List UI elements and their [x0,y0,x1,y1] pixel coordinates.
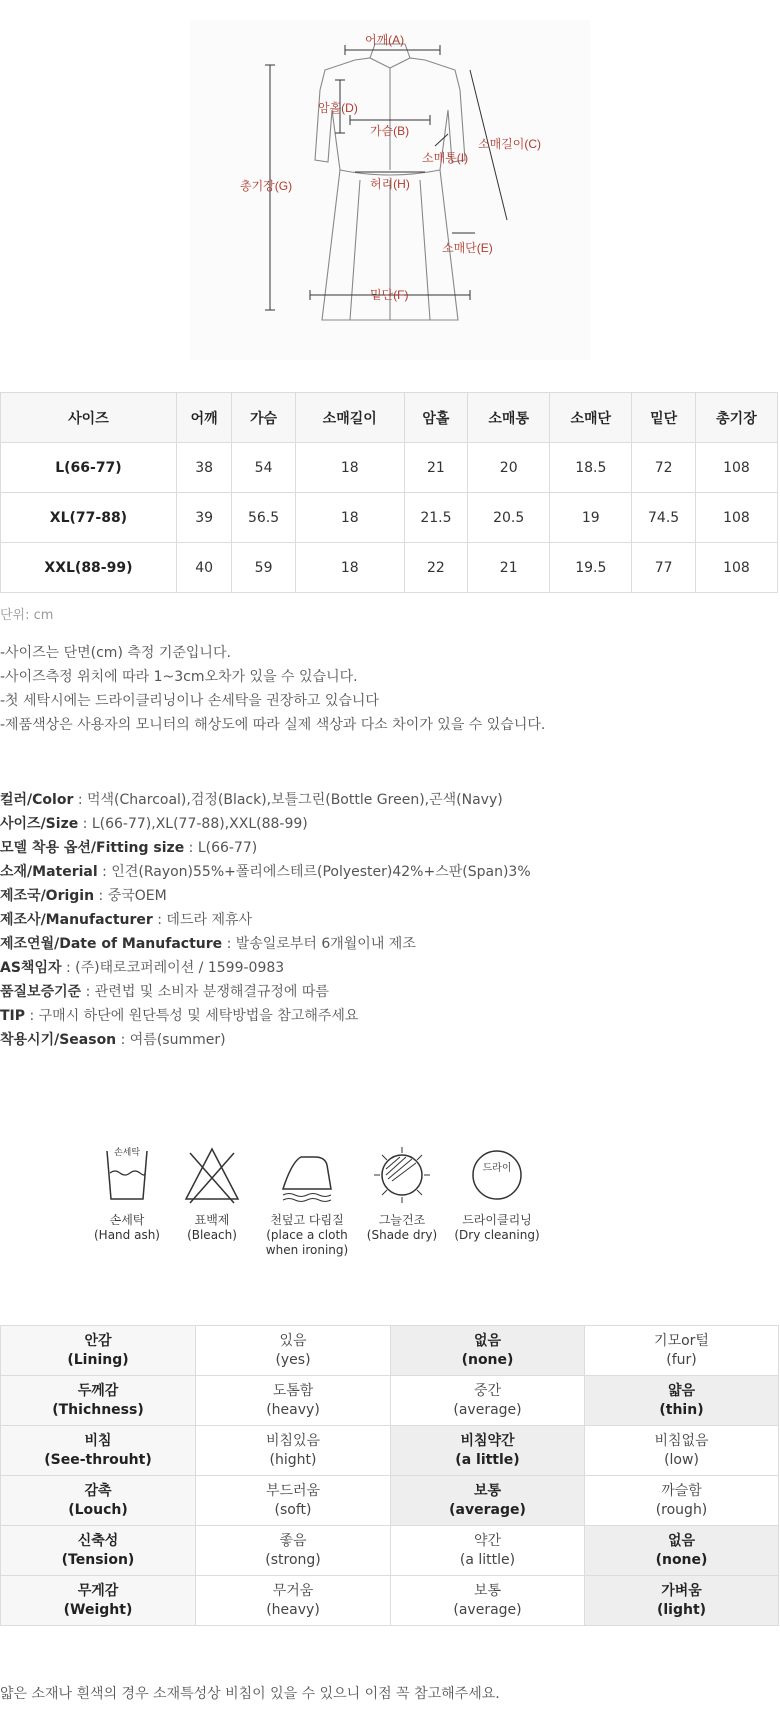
size-cell: 108 [695,543,777,593]
care-label: 드라이클리닝 [462,1213,532,1227]
spec-line [0,932,531,956]
size-cell: 18 [295,443,404,493]
spec-line [0,956,531,980]
fabric-attribute [1,1426,196,1476]
spec-value: : 관련법 및 소비자 분쟁해결규정에 따름 [81,984,329,1000]
spec-label: 컬러/Color [0,792,74,808]
fabric-row [1,1326,779,1376]
care-sub: when ironing) [265,1243,349,1257]
spec-line [0,860,531,884]
label-cuff: 소매단(E) [442,241,493,255]
size-cell: 20 [468,443,550,493]
size-cell: 74.5 [632,493,696,543]
size-cell: 39 [176,493,231,543]
size-table-row [1,443,778,493]
note-line: -제품색상은 사용자의 모니터의 해상도에 따라 실제 색상과 다소 차이가 있을 수 있습니다. [0,717,546,733]
size-row-label: L(66-77) [1,443,177,493]
fabric-option-selected [585,1376,779,1426]
fabric-attribute [1,1376,196,1426]
spec-value: : 데드라 제휴사 [152,912,253,928]
fabric-option [585,1326,779,1376]
size-cell: 59 [232,543,296,593]
size-cell: 18 [295,493,404,543]
fabric-option-ko: 가벼움 [661,1582,702,1599]
fabric-option-en: (yes) [275,1351,311,1368]
size-cell: 21 [404,443,468,493]
fabric-attr-ko: 비침 [84,1432,112,1449]
fabric-option-ko: 보통 [473,1482,502,1499]
fabric-option-en: (average) [453,1401,522,1418]
spec-label: TIP [0,1008,26,1024]
size-row-label: XXL(88-99) [1,543,177,593]
spec-label: 사이즈/Size [0,816,79,832]
size-table-header [1,393,778,443]
care-sub: (Hand ash) [94,1228,160,1242]
spec-label: 품질보증기준 [0,984,82,1000]
size-header-cell: 소매통 [468,393,550,443]
size-header-cell: 사이즈 [1,393,177,443]
spec-line [0,884,531,908]
spec-label: 소재/Material [0,864,98,880]
fabric-option [196,1526,391,1576]
fabric-option-en: (rough) [655,1501,708,1518]
fabric-option-ko: 까슬함 [661,1482,702,1499]
fabric-option [196,1576,391,1626]
spec-value: : 여름(summer) [116,1032,226,1048]
fabric-table [0,1325,779,1626]
spec-value: : L(66-77),XL(77-88),XXL(88-99) [78,816,308,832]
fabric-attr-en: (Tension) [61,1551,135,1568]
unit-note: 단위: cm [0,608,54,623]
label-chest: 가슴(B) [370,124,410,138]
fabric-option-ko: 있음 [279,1332,307,1349]
size-table-row [1,493,778,543]
fabric-option-en: (average) [453,1601,522,1618]
label-shoulder: 어깨(A) [365,33,405,47]
fabric-option-en: (a little) [459,1551,516,1568]
care-bleach [157,1143,267,1243]
size-cell: 18 [295,543,404,593]
size-cell: 56.5 [232,493,296,543]
size-notes [0,641,545,737]
fabric-attribute [1,1526,196,1576]
label-hem: 밑단(F) [370,288,409,302]
note-line: -사이즈는 단면(cm) 측정 기준입니다. [0,645,231,661]
fabric-option-en: (soft) [274,1501,312,1518]
fabric-option [585,1476,779,1526]
spec-label: AS책임자 [0,960,62,976]
spec-value: : 구매시 하단에 원단특성 및 세탁방법을 참고해주세요 [25,1008,359,1024]
fabric-option-ko: 기모or털 [654,1332,709,1349]
svg-text:손세탁: 손세탁 [113,1147,141,1157]
size-cell: 22 [404,543,468,593]
spec-line [0,836,531,860]
fabric-option [391,1576,585,1626]
label-sleeve-length: 소매길이(C) [478,137,542,151]
fabric-option-en: (average) [449,1501,526,1518]
fabric-option [196,1476,391,1526]
size-cell: 72 [632,443,696,493]
fabric-option-ko: 보통 [473,1582,502,1599]
size-cell: 40 [176,543,231,593]
fabric-option-en: (a little) [455,1451,520,1468]
spec-line [0,788,531,812]
size-cell: 21.5 [404,493,468,543]
care-label: 천덮고 다림질 [270,1213,344,1227]
spec-label: 제조국/Origin [0,888,95,904]
fabric-option-en: (fur) [666,1351,697,1368]
care-sub: (place a cloth [266,1228,348,1242]
fabric-option-selected [585,1576,779,1626]
size-cell: 54 [232,443,296,493]
spec-value: : 중국OEM [94,888,167,904]
measurement-diagram [190,20,590,360]
hand-wash-icon [97,1143,157,1207]
fabric-attr-en: (Lining) [67,1351,129,1368]
fabric-option-selected [391,1426,585,1476]
shade-dry-icon [372,1143,432,1207]
size-header-cell: 암홀 [404,393,468,443]
care-dry-clean [442,1143,552,1243]
size-cell: 18.5 [550,443,632,493]
fabric-option [196,1326,391,1376]
fabric-option-ko: 비침없음 [654,1432,709,1449]
spec-label: 착용시기/Season [0,1032,117,1048]
size-table [0,392,778,593]
spec-value: : 먹색(Charcoal),검정(Black),보틀그린(Bottle Green),곤색(Navy) [73,792,503,808]
spec-value: : 발송일로부터 6개월이내 제조 [222,936,416,952]
size-cell: 19.5 [550,543,632,593]
note-line: -첫 세탁시에는 드라이클리닝이나 손세탁을 권장하고 있습니다 [0,693,379,709]
size-header-cell: 소매길이 [295,393,404,443]
iron-with-cloth-icon [277,1143,337,1207]
fabric-option-ko: 비침약간 [460,1432,515,1449]
fabric-attr-ko: 두께감 [77,1382,119,1399]
fabric-option-en: (strong) [265,1551,321,1568]
fabric-option-ko: 얇음 [667,1382,696,1399]
fabric-option-ko: 좋음 [279,1532,307,1549]
spec-line [0,1028,531,1052]
size-header-cell: 밑단 [632,393,696,443]
care-instructions [72,1143,552,1273]
fabric-option-en: (heavy) [266,1401,320,1418]
care-shade-dry [347,1143,457,1243]
fabric-attr-en: (Weight) [63,1601,133,1618]
label-sleeve-width: 소매통(I) [422,151,469,165]
fabric-option-ko: 무거움 [272,1582,314,1599]
no-bleach-icon [182,1143,242,1207]
fabric-attr-en: (Louch) [68,1501,128,1518]
fabric-attr-en: (Thichness) [52,1401,144,1418]
label-waist: 허리(H) [370,177,410,191]
fabric-attr-en: (See-throuht) [44,1451,152,1468]
fabric-option-en: (none) [461,1351,514,1368]
spec-label: 제조사/Manufacturer [0,912,153,928]
size-header-cell: 가슴 [232,393,296,443]
fabric-option-ko: 없음 [473,1332,502,1349]
size-cell: 21 [468,543,550,593]
size-cell: 108 [695,493,777,543]
dry-clean-icon [467,1143,527,1207]
fabric-attribute [1,1476,196,1526]
svg-text:드라이: 드라이 [482,1163,512,1174]
care-label: 표백제 [194,1213,230,1227]
spec-line [0,980,531,1004]
fabric-option [196,1426,391,1476]
fabric-option-en: (low) [664,1451,699,1468]
product-specs [0,788,531,1052]
fabric-attr-ko: 안감 [84,1332,112,1349]
spec-line [0,812,531,836]
spec-value: : L(66-77) [184,840,258,856]
fabric-attr-ko: 무게감 [77,1582,119,1599]
size-table-row [1,543,778,593]
size-cell: 108 [695,443,777,493]
footer-note: 얇은 소재나 흰색의 경우 소재특성상 비침이 있을 수 있으니 이점 꼭 참고해주세요. [0,1686,500,1702]
care-iron [252,1143,362,1258]
size-header-cell: 소매단 [550,393,632,443]
fabric-attribute [1,1576,196,1626]
fabric-option-en: (light) [656,1601,707,1618]
fabric-option [391,1526,585,1576]
fabric-attr-ko: 감촉 [84,1482,112,1499]
size-header-cell: 총기장 [695,393,777,443]
fabric-option-ko: 비침있음 [265,1432,321,1449]
fabric-option-ko: 도톰함 [272,1382,314,1399]
fabric-row [1,1526,779,1576]
size-cell: 20.5 [468,493,550,543]
fabric-row [1,1576,779,1626]
fabric-option-en: (thin) [659,1401,704,1418]
fabric-option-en: (none) [655,1551,708,1568]
fabric-option-selected [391,1476,585,1526]
size-cell: 38 [176,443,231,493]
care-label: 그늘건조 [378,1213,426,1227]
fabric-attr-ko: 신축성 [77,1532,119,1549]
fabric-row [1,1476,779,1526]
care-sub: (Dry cleaning) [454,1228,540,1242]
fabric-option [391,1376,585,1426]
spec-label: 제조연월/Date of Manufacture [0,936,223,952]
fabric-option-en: (heavy) [266,1601,320,1618]
care-sub: (Bleach) [187,1228,237,1242]
spec-value: : 인견(Rayon)55%+폴리에스테르(Polyester)42%+스판(Span)3% [97,864,531,880]
spec-line [0,1004,531,1028]
fabric-option-selected [585,1526,779,1576]
size-cell: 19 [550,493,632,543]
fabric-option-selected [391,1326,585,1376]
fabric-option [196,1376,391,1426]
fabric-row [1,1376,779,1426]
fabric-attribute [1,1326,196,1376]
fabric-row [1,1426,779,1476]
dress-diagram-svg [190,20,590,360]
fabric-option-ko: 부드러움 [265,1482,321,1499]
size-header-cell: 어깨 [176,393,231,443]
note-line: -사이즈측정 위치에 따라 1~3cm오차가 있을 수 있습니다. [0,669,358,685]
fabric-option [585,1426,779,1476]
fabric-option-ko: 없음 [667,1532,696,1549]
spec-value: : (주)태로코퍼레이션 / 1599-0983 [61,960,285,976]
size-row-label: XL(77-88) [1,493,177,543]
care-sub: (Shade dry) [366,1228,438,1242]
label-armhole: 암홀(D) [318,101,358,115]
fabric-option-ko: 중간 [473,1382,502,1399]
spec-label: 모델 착용 옵션/Fitting size [0,840,185,856]
care-label: 손세탁 [109,1213,145,1227]
spec-line [0,908,531,932]
size-cell: 77 [632,543,696,593]
fabric-option-en: (hight) [269,1451,317,1468]
label-total-length: 총기장(G) [240,179,293,193]
fabric-option-ko: 약간 [473,1532,502,1549]
